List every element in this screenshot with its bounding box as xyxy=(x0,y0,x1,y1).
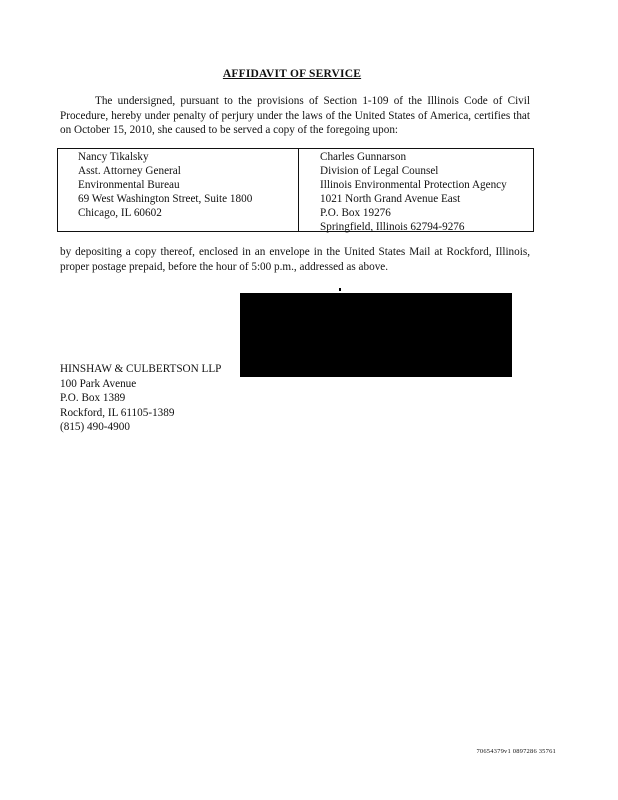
closing-paragraph: by depositing a copy thereof, enclosed in an envelope in the United States Mail at Rockford, Illinois, proper postage prepaid, before the hour of 5:00 p.m., addressed as above. xyxy=(60,246,530,273)
document-title: AFFIDAVIT OF SERVICE xyxy=(222,68,362,80)
recipient-left-line: Asst. Attorney General xyxy=(78,165,181,177)
recipient-left-line: 69 West Washington Street, Suite 1800 xyxy=(78,193,253,205)
firm-phone: (815) 490-4900 xyxy=(60,421,130,433)
firm-city-state-zip: Rockford, IL 61105-1389 xyxy=(60,406,175,419)
intro-paragraph: The undersigned, pursuant to the provisions of Section 1-109 of the Illinois Code of Civil Procedure, hereby under penalty of perjury under the laws of the United States of America, certifies that on October 15, 2010, she caused to be served a copy of the foregoing upon: xyxy=(60,95,530,136)
firm-street: 100 Park Avenue xyxy=(60,377,137,390)
redacted-signature-block xyxy=(240,293,512,377)
recipient-right-line: Charles Gunnarson xyxy=(320,151,407,163)
firm-name: HINSHAW & CULBERTSON LLP xyxy=(60,363,222,375)
firm-po-box: P.O. Box 1389 xyxy=(60,392,126,404)
signature-mark xyxy=(339,288,341,291)
recipient-left-column xyxy=(58,149,299,231)
recipient-left-line: Environmental Bureau xyxy=(78,179,180,191)
recipient-left-line: Nancy Tikalsky xyxy=(78,151,149,163)
recipient-right-line: Springfield, Illinois 62794-9276 xyxy=(320,221,465,233)
service-recipients-table xyxy=(57,148,534,232)
recipient-right-line: 1021 North Grand Avenue East xyxy=(320,193,461,205)
recipient-right-line: Division of Legal Counsel xyxy=(320,165,439,177)
recipient-right-line: P.O. Box 19276 xyxy=(320,207,391,219)
recipient-left-line: Chicago, IL 60602 xyxy=(78,207,162,219)
recipient-right-line: Illinois Environmental Protection Agency xyxy=(320,179,507,191)
firm-address-block xyxy=(60,362,221,435)
recipient-right-column xyxy=(299,149,533,231)
document-id-footer: 70654379v1 0897286 35761 xyxy=(476,748,556,755)
